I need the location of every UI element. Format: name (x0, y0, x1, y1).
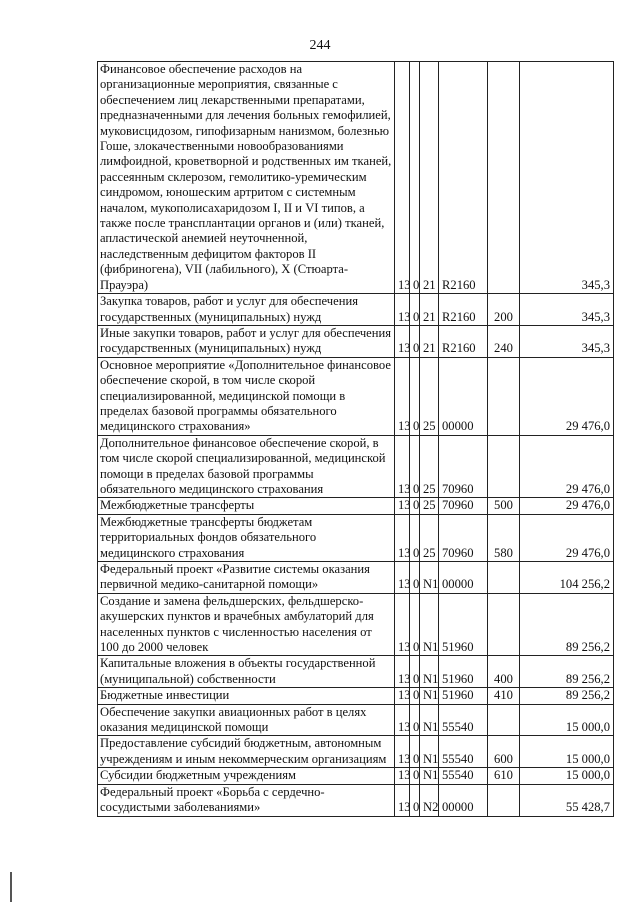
amount: 89 256,2 (520, 656, 614, 688)
expense-type-code: 610 (488, 768, 520, 784)
program-code: 13 (395, 62, 410, 294)
activity-code: 25 (420, 435, 439, 498)
activity-code: N1 (420, 562, 439, 594)
expense-type-code: 500 (488, 498, 520, 514)
activity-code: 25 (420, 357, 439, 435)
program-code: 13 (395, 435, 410, 498)
row-description: Дополнительное финансовое обеспечение скорой, в том числе скорой специализированной, медицинской помощи в пределах базовой программы обязательного медицинского страхования (98, 435, 395, 498)
subprogram-code: 0 (410, 736, 420, 768)
activity-code: 25 (420, 514, 439, 561)
activity-code: 21 (420, 62, 439, 294)
activity-code: 21 (420, 325, 439, 357)
table-row (98, 435, 614, 498)
activity-code: N1 (420, 688, 439, 704)
program-code: 13 (395, 294, 410, 326)
amount: 55 428,7 (520, 784, 614, 816)
amount: 29 476,0 (520, 435, 614, 498)
program-code: 13 (395, 514, 410, 561)
direction-code: 51960 (439, 593, 488, 656)
row-description: Основное мероприятие «Дополнительное финансовое обеспечение скорой, в том числе скорой специализированной, медицинской помощи в пределах базовой программы обязательного медицинского страхования» (98, 357, 395, 435)
subprogram-code: 0 (410, 514, 420, 561)
program-code: 13 (395, 498, 410, 514)
subprogram-code: 0 (410, 294, 420, 326)
scan-edge-mark (10, 872, 12, 902)
amount: 345,3 (520, 325, 614, 357)
direction-code: 00000 (439, 784, 488, 816)
row-description: Закупка товаров, работ и услуг для обеспечения государственных (муниципальных) нужд (98, 294, 395, 326)
budget-table (97, 61, 614, 817)
program-code: 13 (395, 768, 410, 784)
program-code: 13 (395, 656, 410, 688)
subprogram-code: 0 (410, 325, 420, 357)
direction-code: 00000 (439, 357, 488, 435)
subprogram-code: 0 (410, 784, 420, 816)
subprogram-code: 0 (410, 768, 420, 784)
table-row (98, 688, 614, 704)
amount: 345,3 (520, 294, 614, 326)
row-description: Обеспечение закупки авиационных работ в целях оказания медицинской помощи (98, 704, 395, 736)
row-description: Создание и замена фельдшерских, фельдшерско-акушерских пунктов и врачебных амбулаторий для населенных пунктов с численностью населения от 100 до 2000 человек (98, 593, 395, 656)
subprogram-code: 0 (410, 688, 420, 704)
direction-code: 70960 (439, 435, 488, 498)
subprogram-code: 0 (410, 593, 420, 656)
activity-code: N2 (420, 784, 439, 816)
direction-code: R2160 (439, 294, 488, 326)
program-code: 13 (395, 784, 410, 816)
expense-type-code: 200 (488, 294, 520, 326)
row-description: Межбюджетные трансферты бюджетам территориальных фондов обязательного медицинского страхования (98, 514, 395, 561)
amount: 29 476,0 (520, 498, 614, 514)
direction-code: 70960 (439, 514, 488, 561)
expense-type-code (488, 435, 520, 498)
direction-code: R2160 (439, 325, 488, 357)
table-row (98, 784, 614, 816)
table-row (98, 593, 614, 656)
subprogram-code: 0 (410, 704, 420, 736)
amount: 89 256,2 (520, 688, 614, 704)
activity-code: N1 (420, 736, 439, 768)
direction-code: R2160 (439, 62, 488, 294)
expense-type-code: 400 (488, 656, 520, 688)
amount: 345,3 (520, 62, 614, 294)
row-description: Предоставление субсидий бюджетным, автономным учреждениям и иным некоммерческим организациям (98, 736, 395, 768)
subprogram-code: 0 (410, 62, 420, 294)
activity-code: N1 (420, 656, 439, 688)
expense-type-code (488, 704, 520, 736)
activity-code: 25 (420, 498, 439, 514)
expense-type-code: 410 (488, 688, 520, 704)
table-row (98, 768, 614, 784)
expense-type-code (488, 562, 520, 594)
row-description: Бюджетные инвестиции (98, 688, 395, 704)
expense-type-code: 600 (488, 736, 520, 768)
program-code: 13 (395, 562, 410, 594)
row-description: Финансовое обеспечение расходов на организационные мероприятия, связанные с обеспечением лиц лекарственными препаратами, предназначенными для лечения больных гемофилией, муковисцидозом, гипофизарным нанизмом, болезнью Гоше, злокачественными новообразованиями лимфоидной, кроветворной и родственных им тканей, рассеянным склерозом, гемолитико-уремическим синдромом, юношеским артритом с системным началом, мукополисахаридозом I, II и VI типов, а также после трансплантации органов и (или) тканей, апластической анемией неуточненной, наследственным дефицитом факторов II (фибриногена), VII (лабильного), X (Стюарта-Прауэра) (98, 62, 395, 294)
amount: 15 000,0 (520, 736, 614, 768)
activity-code: N1 (420, 768, 439, 784)
row-description: Федеральный проект «Развитие системы оказания первичной медико-санитарной помощи» (98, 562, 395, 594)
table-row (98, 736, 614, 768)
direction-code: 00000 (439, 562, 488, 594)
direction-code: 51960 (439, 656, 488, 688)
row-description: Федеральный проект «Борьба с сердечно-сосудистыми заболеваниями» (98, 784, 395, 816)
table-row (98, 325, 614, 357)
expense-type-code (488, 62, 520, 294)
row-description: Иные закупки товаров, работ и услуг для обеспечения государственных (муниципальных) нужд (98, 325, 395, 357)
subprogram-code: 0 (410, 357, 420, 435)
row-description: Капитальные вложения в объекты государственной (муниципальной) собственности (98, 656, 395, 688)
table-row (98, 62, 614, 294)
table-row (98, 357, 614, 435)
direction-code: 51960 (439, 688, 488, 704)
program-code: 13 (395, 736, 410, 768)
row-description: Субсидии бюджетным учреждениям (98, 768, 395, 784)
program-code: 13 (395, 593, 410, 656)
table-row (98, 562, 614, 594)
budget-table-body (98, 62, 614, 817)
direction-code: 55540 (439, 736, 488, 768)
expense-type-code (488, 357, 520, 435)
amount: 104 256,2 (520, 562, 614, 594)
direction-code: 70960 (439, 498, 488, 514)
activity-code: N1 (420, 593, 439, 656)
subprogram-code: 0 (410, 435, 420, 498)
program-code: 13 (395, 688, 410, 704)
amount: 29 476,0 (520, 514, 614, 561)
expense-type-code (488, 784, 520, 816)
row-description: Межбюджетные трансферты (98, 498, 395, 514)
expense-type-code (488, 593, 520, 656)
page-number: 244 (309, 38, 331, 53)
subprogram-code: 0 (410, 562, 420, 594)
amount: 29 476,0 (520, 357, 614, 435)
expense-type-code: 240 (488, 325, 520, 357)
table-row (98, 656, 614, 688)
table-row (98, 704, 614, 736)
direction-code: 55540 (439, 704, 488, 736)
table-row (98, 294, 614, 326)
direction-code: 55540 (439, 768, 488, 784)
program-code: 13 (395, 704, 410, 736)
subprogram-code: 0 (410, 656, 420, 688)
expense-type-code: 580 (488, 514, 520, 561)
amount: 15 000,0 (520, 768, 614, 784)
activity-code: 21 (420, 294, 439, 326)
amount: 89 256,2 (520, 593, 614, 656)
table-row (98, 498, 614, 514)
amount: 15 000,0 (520, 704, 614, 736)
subprogram-code: 0 (410, 498, 420, 514)
table-row (98, 514, 614, 561)
program-code: 13 (395, 325, 410, 357)
activity-code: N1 (420, 704, 439, 736)
program-code: 13 (395, 357, 410, 435)
